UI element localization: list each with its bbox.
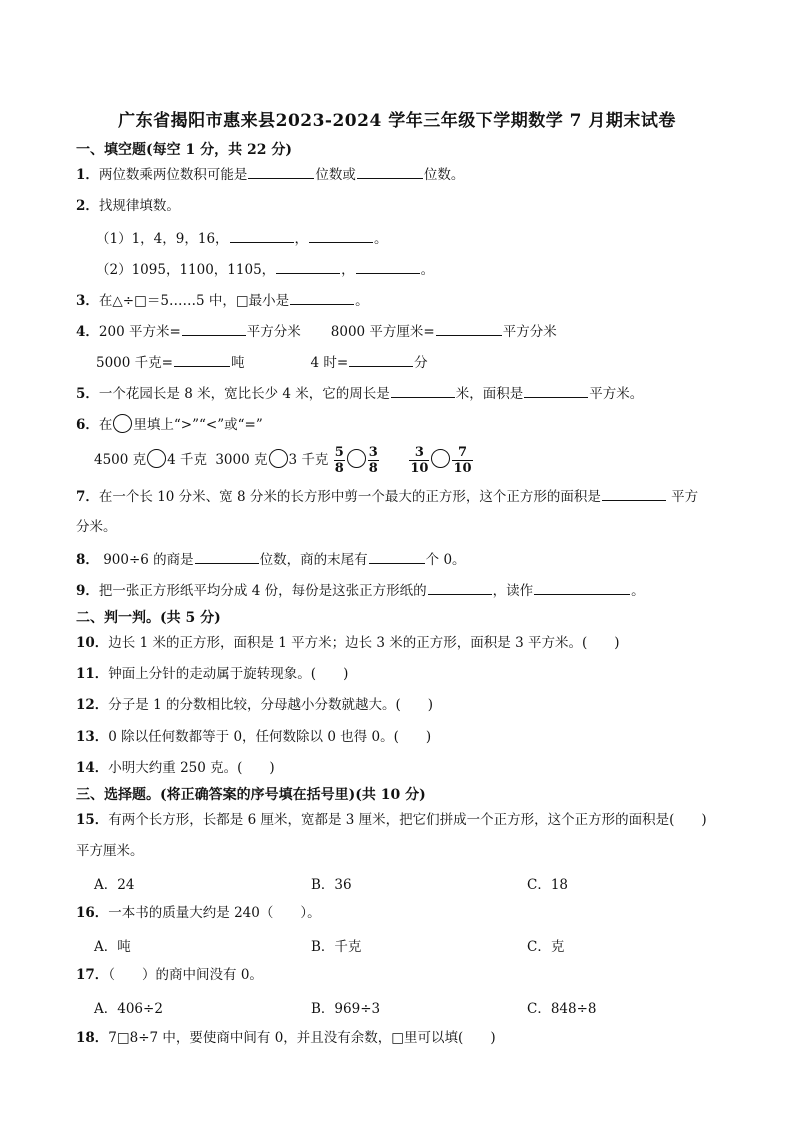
section-multiple-choice: 三、选择题。(将正确答案的序号填在括号里)(共 10 分) bbox=[76, 787, 426, 803]
option-c[interactable]: C．18 bbox=[527, 877, 569, 893]
compare-circle[interactable] bbox=[269, 449, 288, 468]
question-17: 17．（ ）的商中间没有 0。 bbox=[76, 967, 263, 983]
answer-blank[interactable] bbox=[369, 549, 425, 564]
question-9: 9．把一张正方形纸平均分成 4 份，每份是这张正方形纸的 ，读作 。 bbox=[76, 580, 645, 601]
answer-blank[interactable] bbox=[534, 580, 630, 595]
compare-circle[interactable] bbox=[147, 449, 166, 468]
section-true-false: 二、判一判。(共 5 分) bbox=[76, 610, 221, 626]
option-b[interactable]: B．36 bbox=[311, 877, 352, 893]
compare-circle[interactable] bbox=[347, 449, 366, 468]
option-c[interactable]: C．848÷8 bbox=[527, 1001, 597, 1017]
question-1: 1．两位数乘两位数积可能是 位数或 位数。 bbox=[76, 164, 464, 185]
answer-blank[interactable] bbox=[524, 383, 588, 398]
answer-blank[interactable] bbox=[428, 580, 492, 595]
section-fill-in: 一、填空题(每空 1 分，共 22 分) bbox=[76, 142, 292, 158]
question-5: 5．一个花园长是 8 米，宽比长少 4 米，它的周长是 米，面积是 平方米。 bbox=[76, 383, 643, 404]
compare-circle[interactable] bbox=[431, 449, 450, 468]
question-4-row-2: 5000 千克= 吨 4 时= 分 bbox=[96, 352, 428, 373]
answer-blank[interactable] bbox=[230, 228, 294, 243]
option-a[interactable]: A．406÷2 bbox=[94, 1001, 163, 1017]
answer-blank[interactable] bbox=[309, 228, 373, 243]
question-6-row-2: 4500 克 4 千克 3000 克 3 千克 $\frac{5}{8}$ $\frac{3}{8}$ $\frac{3}{10}$ $\frac{7}{10}$ bbox=[94, 445, 472, 476]
answer-blank[interactable] bbox=[357, 164, 423, 179]
option-b[interactable]: B．969÷3 bbox=[311, 1001, 381, 1017]
answer-blank[interactable] bbox=[436, 321, 502, 336]
question-15: 15．有两个长方形，长都是 6 厘米，宽都是 3 厘米，把它们拼成一个正方形，这个正方形的面积是( ) bbox=[76, 812, 707, 828]
answer-blank[interactable] bbox=[248, 164, 314, 179]
question-4: 4．200 平方米= 平方分米 8000 平方厘米= 平方分米 bbox=[76, 321, 557, 342]
answer-blank[interactable] bbox=[182, 321, 246, 336]
option-c[interactable]: C．克 bbox=[527, 939, 565, 955]
answer-blank[interactable] bbox=[195, 549, 259, 564]
fraction: $\frac{5}{8}$ bbox=[334, 445, 344, 476]
option-a[interactable]: A．24 bbox=[94, 877, 135, 893]
question-18: 18．7□8÷7 中，要使商中间有 0，并且没有余数，□里可以填( ) bbox=[76, 1030, 496, 1046]
question-15-row-2: 平方厘米。 bbox=[76, 843, 144, 859]
option-b[interactable]: B．千克 bbox=[311, 939, 362, 955]
answer-blank[interactable] bbox=[290, 290, 354, 305]
question-2-part-2: （2）1095，1100，1105， ， 。 bbox=[96, 259, 434, 280]
question-2-part-1: （1）1，4，9，16， ， 。 bbox=[96, 228, 388, 249]
answer-blank[interactable] bbox=[356, 259, 420, 274]
question-8: 8． 900÷6 的商是 位数，商的末尾有 个 0。 bbox=[76, 549, 466, 570]
question-11: 11．钟面上分针的走动属于旋转现象。( ) bbox=[76, 666, 349, 682]
question-13: 13．0 除以任何数都等于 0，任何数除以 0 也得 0。( ) bbox=[76, 729, 432, 745]
exam-title: 广东省揭阳市惠来县2023-2024 学年三年级下学期数学 7 月期末试卷 bbox=[118, 111, 676, 131]
question-10: 10．边长 1 米的正方形，面积是 1 平方米；边长 3 米的正方形，面积是 3 平方米。( ) bbox=[76, 635, 620, 651]
fraction: $\frac{3}{8}$ bbox=[368, 445, 378, 476]
question-16: 16．一本书的质量大约是 240（ ）。 bbox=[76, 905, 321, 921]
question-12: 12．分子是 1 的分数相比较，分母越小分数就越大。( ) bbox=[76, 697, 434, 713]
fraction: $\frac{3}{10}$ bbox=[410, 445, 429, 476]
answer-blank[interactable] bbox=[276, 259, 340, 274]
fraction: $\frac{7}{10}$ bbox=[453, 445, 472, 476]
answer-blank[interactable] bbox=[602, 486, 666, 501]
answer-blank[interactable] bbox=[174, 352, 230, 367]
question-6: 6．在 里填上“>”“<”或“=” bbox=[76, 414, 263, 435]
answer-blank[interactable] bbox=[349, 352, 413, 367]
compare-circle[interactable] bbox=[113, 414, 132, 433]
question-7: 7．在一个长 10 分米、宽 8 分米的长方形中剪一个最大的正方形，这个正方形的面积是 平方 bbox=[76, 486, 698, 507]
option-a[interactable]: A．吨 bbox=[94, 939, 131, 955]
question-3: 3．在△÷□＝5……5 中，□最小是 。 bbox=[76, 290, 369, 311]
question-7-row-2: 分米。 bbox=[76, 519, 117, 535]
question-14: 14．小明大约重 250 克。( ) bbox=[76, 760, 275, 776]
question-2: 2．找规律填数。 bbox=[76, 198, 180, 214]
answer-blank[interactable] bbox=[391, 383, 455, 398]
